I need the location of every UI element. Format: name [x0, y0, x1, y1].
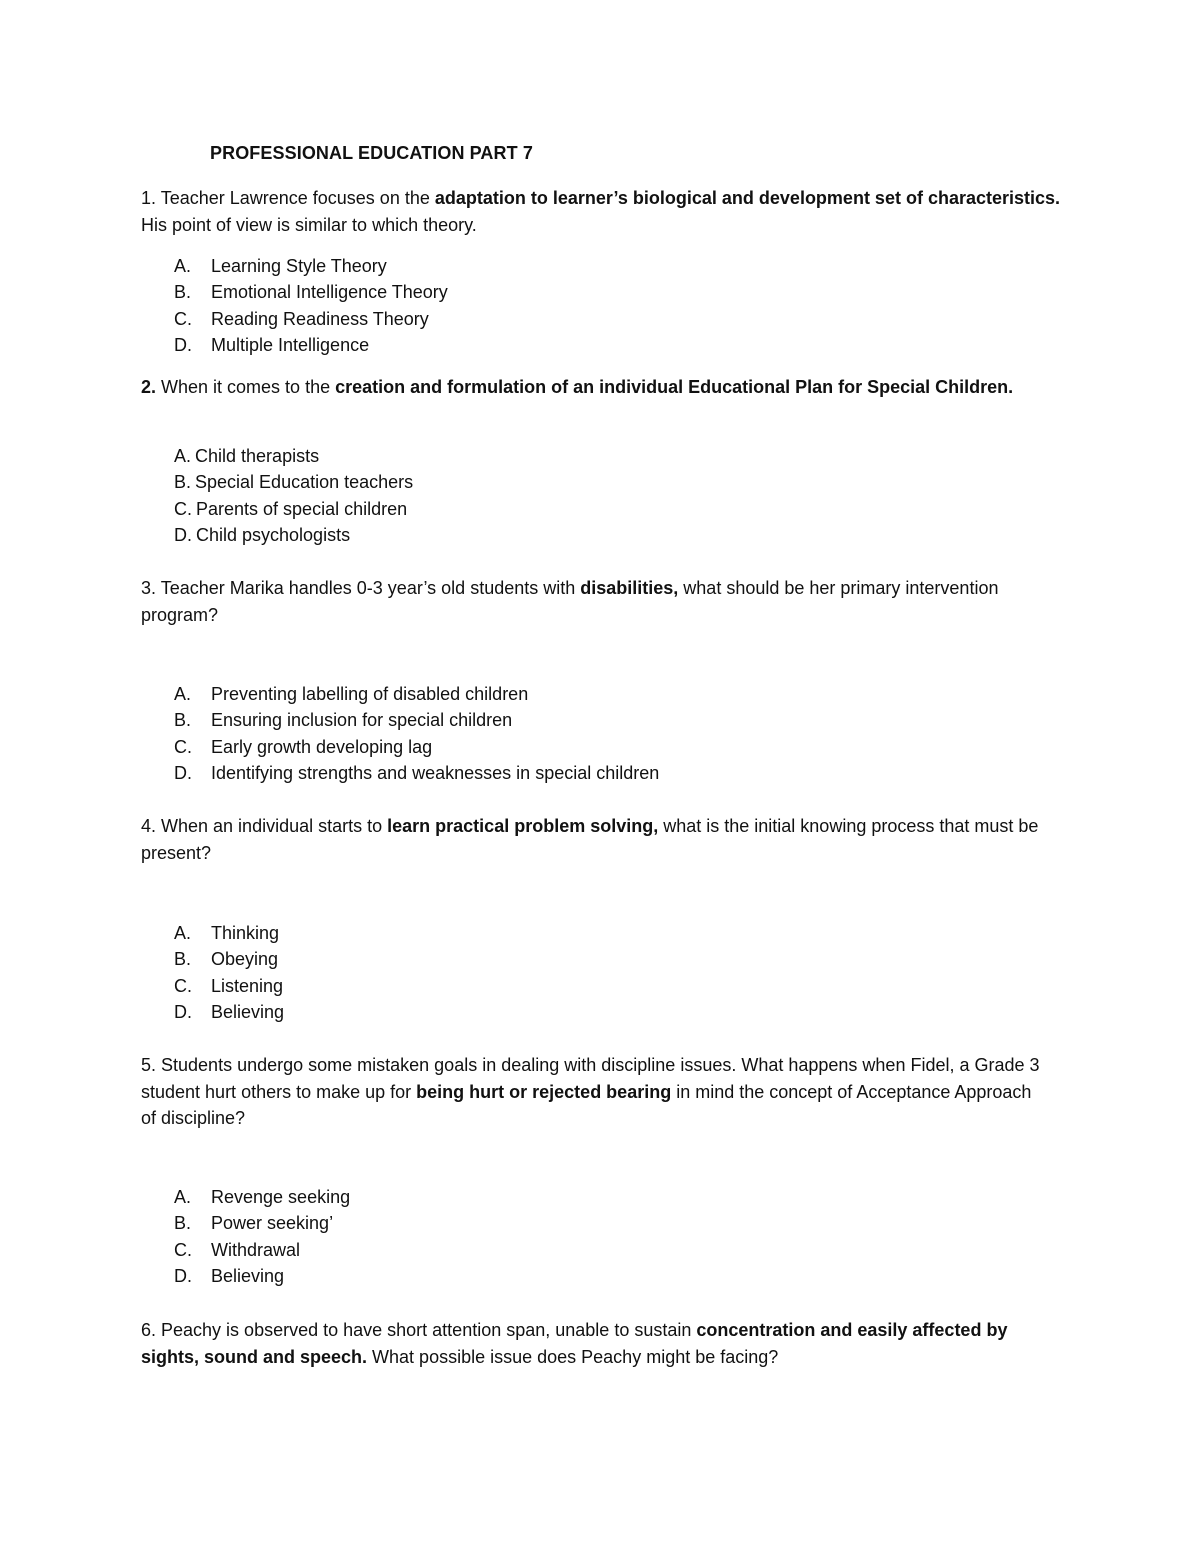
question-text: His point of view is similar to which theory. [141, 214, 477, 235]
option-a [174, 1184, 350, 1210]
option-text: Ensuring inclusion for special children [211, 710, 513, 731]
option-c [174, 306, 448, 332]
question-5 [141, 1052, 1046, 1132]
option-letter: C. [174, 975, 192, 996]
option-letter: B. [174, 949, 192, 970]
document-title: PROFESSIONAL EDUCATION PART 7 [210, 143, 533, 163]
option-a [174, 443, 413, 469]
question-text: what is the initial knowing process that must be present? [141, 816, 1039, 863]
option-text: Preventing labelling of disabled children [211, 684, 529, 704]
option-letter: D. [174, 1002, 192, 1023]
question-text: Teacher Marika handles 0-3 year’s old students with [156, 578, 581, 598]
option-a [174, 253, 448, 279]
option-c [174, 1237, 350, 1263]
option-b [174, 469, 413, 495]
option-text: Child psychologists [196, 525, 351, 546]
question-emphasis: creation and formulation of an individual Educational Plan for Special Children. [335, 377, 1014, 397]
question-text: When an individual starts to [156, 816, 388, 836]
question-6 [141, 1317, 1046, 1370]
option-letter: A. [174, 1187, 192, 1207]
question-text: When it comes to the [156, 377, 336, 397]
question-number: 1. [141, 188, 157, 208]
question-emphasis: concentration and easily affected by sights, sound and speech. [141, 1320, 1008, 1367]
options-list-2 [174, 443, 413, 549]
option-letter: D. [174, 763, 192, 784]
option-c [174, 496, 413, 522]
question-number: 5. [141, 1055, 157, 1075]
option-letter: B. [174, 710, 192, 731]
question-3 [141, 575, 1061, 628]
question-text: Teacher Lawrence focuses on the [156, 188, 435, 208]
option-text: Learning Style Theory [211, 256, 387, 276]
option-text: Withdrawal [211, 1239, 301, 1260]
option-text: Thinking [211, 923, 280, 943]
options-list-1 [174, 253, 448, 359]
option-letter: B. [174, 472, 192, 493]
option-text: Believing [211, 1266, 285, 1287]
option-text: Early growth developing lag [211, 736, 433, 757]
option-text: Believing [211, 1002, 285, 1023]
option-letter: B. [174, 282, 192, 303]
option-letter: C. [174, 736, 192, 757]
question-text: Students undergo some mistaken goals in dealing with discipline issues. What happens when Fidel, a Grade 3 student hurt others to make up for [141, 1055, 1040, 1102]
question-number: 6. [141, 1320, 157, 1340]
option-text: Power seeking’ [211, 1213, 334, 1234]
question-1 [141, 185, 1061, 238]
option-letter: C. [174, 308, 192, 329]
question-number: 3. [141, 578, 157, 598]
option-letter: B. [174, 1213, 192, 1234]
option-d [174, 522, 413, 548]
option-letter: C. [174, 498, 192, 519]
option-a [174, 920, 284, 946]
question-text: in mind the concept of Acceptance Approach of discipline? [141, 1081, 1032, 1128]
option-c [174, 973, 284, 999]
question-emphasis: being hurt or rejected bearing [416, 1081, 672, 1102]
option-c [174, 734, 659, 760]
option-b [174, 279, 448, 305]
option-b [174, 946, 284, 972]
question-emphasis: learn practical problem solving, [387, 816, 659, 836]
question-text: What possible issue does Peachy might be facing? [367, 1346, 779, 1367]
question-4 [141, 813, 1061, 866]
option-d [174, 332, 448, 358]
question-number: 4. [141, 816, 157, 836]
options-list-4 [174, 920, 284, 1026]
option-d [174, 1263, 350, 1289]
option-letter: A. [174, 256, 192, 276]
question-emphasis: adaptation to learner’s biological and development set of characteristics. [434, 188, 1061, 208]
question-number: 2. [141, 377, 157, 397]
question-text: Peachy is observed to have short attention span, unable to sustain [156, 1320, 697, 1340]
option-letter: D. [174, 335, 192, 356]
option-b [174, 707, 659, 733]
option-text: Identifying strengths and weaknesses in special children [211, 763, 660, 784]
option-d [174, 999, 284, 1025]
option-text: Multiple Intelligence [211, 335, 370, 356]
option-text: Reading Readiness Theory [211, 308, 429, 329]
question-emphasis: disabilities, [580, 578, 679, 598]
option-text: Emotional Intelligence Theory [211, 282, 448, 303]
option-text: Child therapists [195, 446, 320, 466]
option-letter: A. [174, 684, 192, 704]
option-b [174, 1210, 350, 1236]
option-text: Parents of special children [196, 498, 408, 519]
options-list-5 [174, 1184, 350, 1290]
question-text: what should be her primary intervention program? [141, 578, 999, 625]
option-text: Obeying [211, 949, 279, 970]
option-a [174, 681, 659, 707]
option-letter: A. [174, 923, 192, 943]
option-d [174, 760, 659, 786]
option-text: Revenge seeking [211, 1187, 351, 1207]
option-letter: C. [174, 1239, 192, 1260]
option-letter: D. [174, 1266, 192, 1287]
option-text: Special Education teachers [195, 472, 414, 493]
question-2 [141, 374, 1061, 401]
options-list-3 [174, 681, 659, 787]
option-text: Listening [211, 975, 284, 996]
option-letter: D. [174, 525, 192, 546]
option-letter: A. [174, 446, 192, 466]
